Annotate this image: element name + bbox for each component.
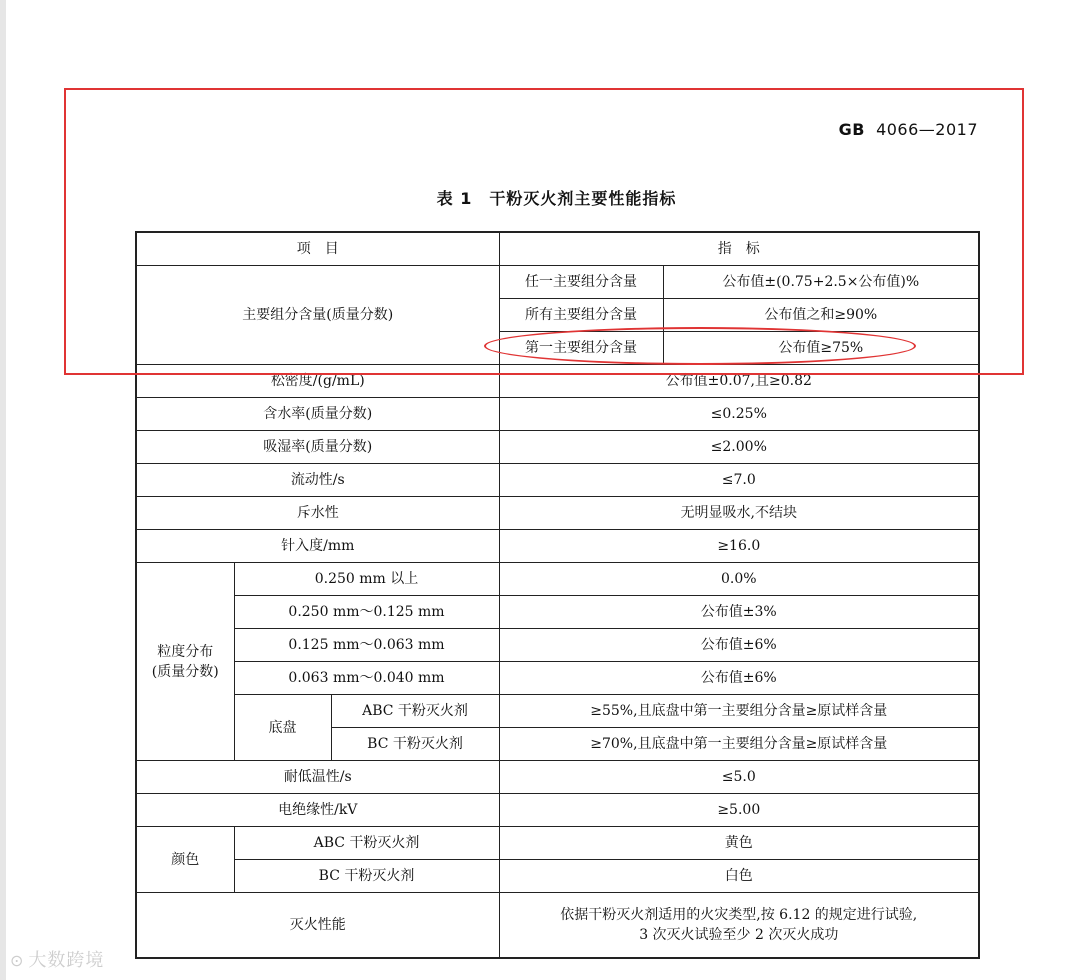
tray-value: ≥70%,且底盘中第一主要组分含量≥原试样含量 (499, 728, 979, 761)
table-row (136, 398, 979, 431)
header-row (136, 232, 979, 266)
property-value: ≤7.0 (499, 464, 979, 497)
particle-range: 0.250 mm 以上 (234, 563, 499, 596)
table-row (136, 266, 979, 299)
table-row (136, 464, 979, 497)
extinguish-label: 灭火性能 (136, 893, 499, 959)
main-component-sub: 任一主要组分含量 (499, 266, 663, 299)
particle-label (136, 563, 234, 761)
tray-label: 底盘 (234, 695, 331, 761)
standard-code: 4066—2017 (876, 120, 978, 139)
property-value: 公布值±0.07,且≥0.82 (499, 365, 979, 398)
col-header-item: 项 目 (136, 232, 499, 266)
color-type: ABC 干粉灭火剂 (234, 827, 499, 860)
property-label: 含水率(质量分数) (136, 398, 499, 431)
table-row (136, 662, 979, 695)
extinguish-value-line2: 3 次灭火试验至少 2 次灭火成功 (639, 927, 839, 943)
property-value: ≥16.0 (499, 530, 979, 563)
table-row (136, 365, 979, 398)
property-label: 耐低温性/s (136, 761, 499, 794)
particle-value: 公布值±3% (499, 596, 979, 629)
color-value: 白色 (499, 860, 979, 893)
property-label: 斥水性 (136, 497, 499, 530)
table-row (136, 761, 979, 794)
particle-value: 公布值±6% (499, 629, 979, 662)
col-header-index: 指 标 (499, 232, 979, 266)
property-value: ≤2.00% (499, 431, 979, 464)
particle-value: 0.0% (499, 563, 979, 596)
particle-range: 0.125 mm～0.063 mm (234, 629, 499, 662)
table-row (136, 596, 979, 629)
particle-label-line1: 粒度分布 (157, 643, 214, 660)
property-label: 针入度/mm (136, 530, 499, 563)
table-row (136, 431, 979, 464)
property-value: ≤0.25% (499, 398, 979, 431)
tray-type: BC 干粉灭火剂 (331, 728, 499, 761)
table-row (136, 860, 979, 893)
color-type: BC 干粉灭火剂 (234, 860, 499, 893)
main-component-sub: 所有主要组分含量 (499, 299, 663, 332)
particle-range: 0.063 mm～0.040 mm (234, 662, 499, 695)
page-left-edge (0, 0, 6, 980)
property-label: 电绝缘性/kV (136, 794, 499, 827)
standard-number (820, 120, 978, 139)
table-row (136, 695, 979, 728)
main-component-value: 公布值之和≥90% (663, 299, 979, 332)
particle-range: 0.250 mm～0.125 mm (234, 596, 499, 629)
tray-type: ABC 干粉灭火剂 (331, 695, 499, 728)
performance-table (135, 231, 980, 959)
property-value: 无明显吸水,不结块 (499, 497, 979, 530)
watermark-text: 大数跨境 (28, 950, 105, 971)
particle-label-line2: (质量分数) (151, 663, 219, 680)
main-component-value: 公布值≥75% (663, 332, 979, 365)
main-component-value: 公布值±(0.75+2.5×公布值)% (663, 266, 979, 299)
standard-prefix: GB (838, 120, 865, 139)
property-label: 吸湿率(质量分数) (136, 431, 499, 464)
table-title: 表 1 干粉灭火剂主要性能指标 (436, 189, 677, 208)
table-row (136, 629, 979, 662)
table-row (136, 827, 979, 860)
table-row (136, 794, 979, 827)
main-component-sub: 第一主要组分含量 (499, 332, 663, 365)
table-row (136, 530, 979, 563)
table-row (136, 893, 979, 959)
tray-value: ≥55%,且底盘中第一主要组分含量≥原试样含量 (499, 695, 979, 728)
extinguish-value (499, 893, 979, 959)
property-label: 松密度/(g/mL) (136, 365, 499, 398)
watermark (10, 946, 104, 972)
table-row (136, 497, 979, 530)
main-component-label: 主要组分含量(质量分数) (136, 266, 499, 365)
particle-value: 公布值±6% (499, 662, 979, 695)
color-value: 黄色 (499, 827, 979, 860)
watermark-logo-icon: ⊙ (10, 951, 25, 970)
property-value: ≥5.00 (499, 794, 979, 827)
property-value: ≤5.0 (499, 761, 979, 794)
extinguish-value-line1: 依据干粉灭火剂适用的火灾类型,按 6.12 的规定进行试验, (560, 907, 918, 923)
property-label: 流动性/s (136, 464, 499, 497)
table-row (136, 563, 979, 596)
color-label: 颜色 (136, 827, 234, 893)
